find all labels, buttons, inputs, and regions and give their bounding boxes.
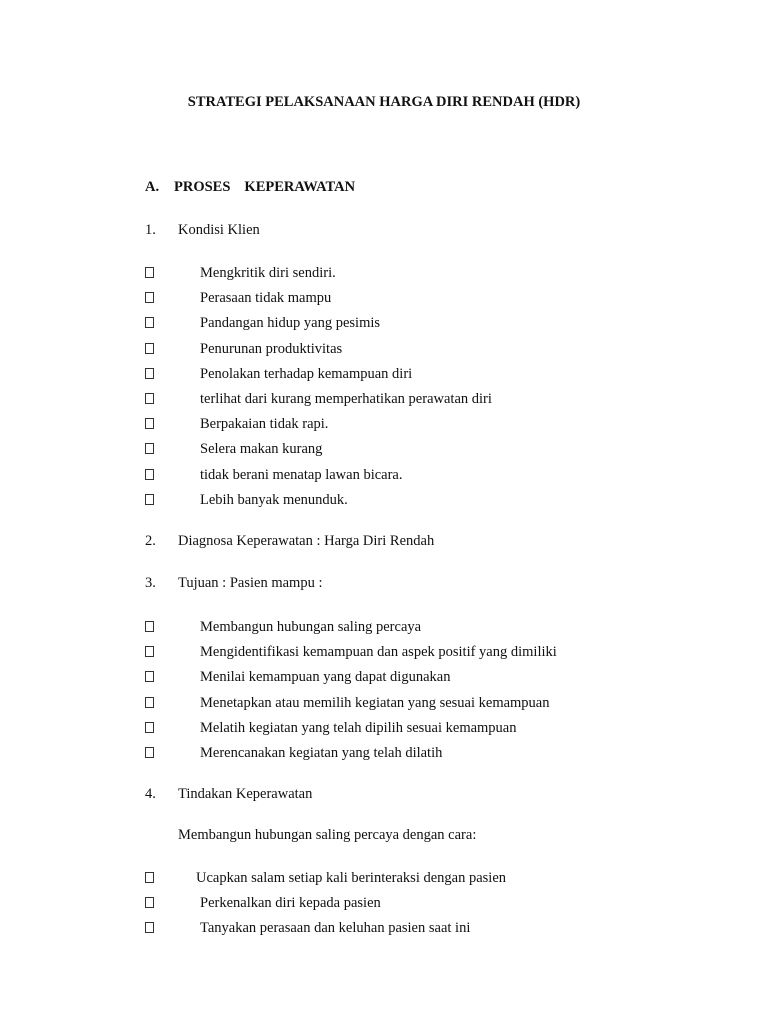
item-number: 2. (145, 533, 156, 549)
checkbox-bullet-icon (145, 646, 154, 657)
tindakan-list (145, 869, 507, 945)
checkbox-bullet-icon (145, 722, 154, 733)
list-item: Pandangan hidup yang pesimis (145, 314, 154, 339)
checkbox-bullet-icon (145, 697, 154, 708)
list-item: Selera makan kurang (145, 440, 154, 465)
list-item: Merencanakan kegiatan yang telah dilatih (145, 744, 154, 769)
item-heading-text: Tujuan : Pasien mampu : (178, 575, 323, 591)
checkbox-bullet-icon (145, 418, 154, 429)
checkbox-bullet-icon (145, 267, 154, 278)
checkbox-bullet-icon (145, 292, 154, 303)
item-heading-text: Kondisi Klien (178, 222, 260, 238)
list-item: Penurunan produktivitas (145, 340, 154, 365)
kondisi-klien-list (145, 264, 492, 516)
tindakan-intro: Membangun hubungan saling percaya dengan cara: (178, 827, 477, 843)
document-title: STRATEGI PELAKSANAAN HARGA DIRI RENDAH (HDR) (187, 94, 581, 110)
list-item: Melatih kegiatan yang telah dipilih sesuai kemampuan (145, 719, 154, 744)
section-heading (145, 179, 355, 196)
list-item: terlihat dari kurang memperhatikan perawatan diri (145, 390, 154, 415)
checkbox-bullet-icon (145, 671, 154, 682)
list-item: Menilai kemampuan yang dapat digunakan (145, 668, 154, 693)
item-number: 1. (145, 222, 156, 238)
item-heading-text: Tindakan Keperawatan (178, 786, 313, 802)
section-word-proses: PROSES (174, 179, 231, 195)
item-3-heading (145, 575, 322, 592)
checkbox-bullet-icon (145, 747, 154, 758)
list-item: tidak berani menatap lawan bicara. (145, 466, 154, 491)
item-4-heading (145, 786, 312, 803)
list-item: Menetapkan atau memilih kegiatan yang sesuai kemampuan (145, 694, 154, 719)
checkbox-bullet-icon (145, 872, 154, 883)
list-item: Mengidentifikasi kemampuan dan aspek positif yang dimiliki (145, 643, 154, 668)
checkbox-bullet-icon (145, 897, 154, 908)
list-item: Perasaan tidak mampu (145, 289, 154, 314)
list-item: Perkenalkan diri kepada pasien (145, 894, 154, 919)
list-item: Membangun hubungan saling percaya (145, 618, 154, 643)
list-item: Mengkritik diri sendiri. (145, 264, 154, 289)
item-1-heading (145, 222, 260, 239)
item-heading-text: Diagnosa Keperawatan : Harga Diri Rendah (178, 533, 435, 549)
list-item: Tanyakan perasaan dan keluhan pasien saat ini (145, 919, 154, 944)
item-number: 4. (145, 786, 156, 802)
checkbox-bullet-icon (145, 469, 154, 480)
list-item: Berpakaian tidak rapi. (145, 415, 154, 440)
checkbox-bullet-icon (145, 443, 154, 454)
checkbox-bullet-icon (145, 494, 154, 505)
list-item: Lebih banyak menunduk. (145, 491, 154, 516)
item-2-heading (145, 533, 434, 550)
checkbox-bullet-icon (145, 368, 154, 379)
tujuan-list (145, 618, 557, 769)
checkbox-bullet-icon (145, 393, 154, 404)
list-item: Penolakan terhadap kemampuan diri (145, 365, 154, 390)
checkbox-bullet-icon (145, 922, 154, 933)
checkbox-bullet-icon (145, 621, 154, 632)
list-item: Ucapkan salam setiap kali berinteraksi dengan pasien (145, 869, 154, 894)
item-number: 3. (145, 575, 156, 591)
checkbox-bullet-icon (145, 343, 154, 354)
section-letter: A. (145, 179, 160, 195)
section-word-keperawatan: KEPERAWATAN (244, 179, 356, 195)
checkbox-bullet-icon (145, 317, 154, 328)
